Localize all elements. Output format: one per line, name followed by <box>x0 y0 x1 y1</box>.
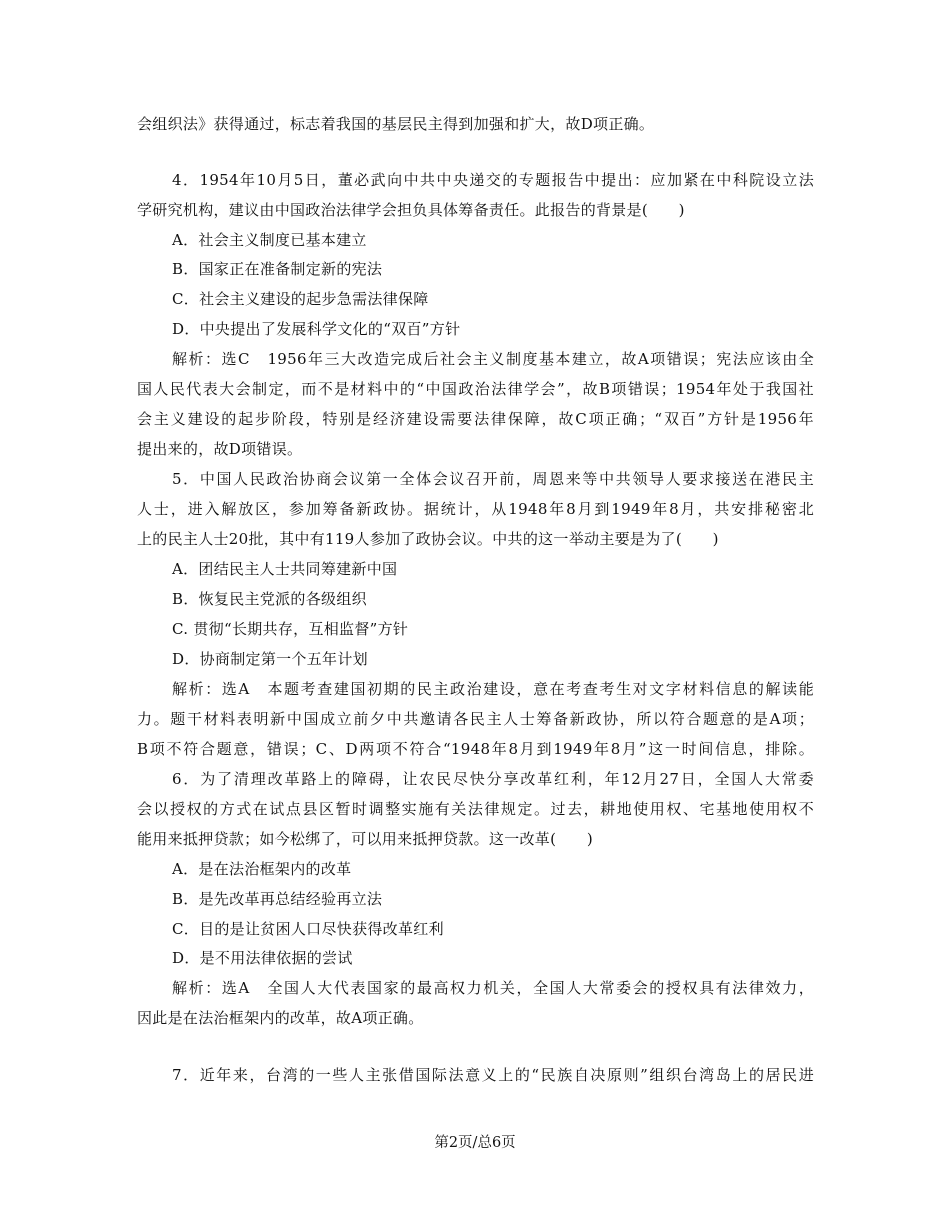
question-5-stem: 5．中国人民政治协商会议第一全体会议召开前，周恩来等中共领导人要求接送在港民主 <box>172 470 814 488</box>
question-6-stem: 6．为了清理改革路上的障碍，让农民尽快分享改革红利，年12月27日，全国人大常委 <box>172 770 814 788</box>
text-line: 会组织法》获得通过，标志着我国的基层民主得到加强和扩大，故D项正确。 <box>137 115 655 133</box>
question-5-stem: 上的民主人士20批，其中有119人参加了政协会议。中共的这一举动主要是为了( ) <box>137 530 719 548</box>
analysis-5: B项不符合题意，错误；C、D两项不符合“1948年8月到1949年8月”这一时间信息，排除。 <box>137 740 814 758</box>
option-d: D．中央提出了发展科学文化的“双百”方针 <box>172 320 461 338</box>
page-footer: 第2页/总6页 <box>434 1135 516 1151</box>
question-4-stem: 学研究机构，建议由中国政治法律学会担负具体筹备责任。此报告的背景是( ) <box>137 201 685 219</box>
analysis-4: 会主义建设的起步阶段，特别是经济建设需要法律保障，故C项正确；“双百”方针是1956年 <box>137 410 814 428</box>
option-a: A．团结民主人士共同筹建新中国 <box>172 560 398 578</box>
analysis-5: 解析：选A 本题考查建国初期的民主政治建设，意在考查考生对文字材料信息的解读能 <box>172 680 814 698</box>
analysis-5: 力。题干材料表明新中国成立前夕中共邀请各民主人士筹备新政协，所以符合题意的是A项； <box>137 710 814 728</box>
analysis-4: 解析：选C 1956年三大改造完成后社会主义制度基本建立，故A项错误；宪法应该由全 <box>172 350 814 368</box>
option-c: C．目的是让贫困人口尽快获得改革红利 <box>172 920 444 938</box>
analysis-6: 因此是在法治框架内的改革，故A项正确。 <box>137 1009 424 1027</box>
analysis-6: 解析：选A 全国人大代表国家的最高权力机关，全国人大常委会的授权具有法律效力， <box>172 979 814 997</box>
option-c: C. 贯彻“长期共存，互相监督”方针 <box>172 620 409 638</box>
question-6-stem: 会以授权的方式在试点县区暂时调整实施有关法律规定。过去，耕地使用权、宅基地使用权不 <box>137 800 814 818</box>
option-a: A．是在法治框架内的改革 <box>172 860 352 878</box>
option-b: B．恢复民主党派的各级组织 <box>172 590 367 608</box>
question-5-stem: 人士，进入解放区，参加筹备新政协。据统计，从1948年8月到1949年8月，共安排秘密北 <box>137 500 814 518</box>
option-c: C．社会主义建设的起步急需法律保障 <box>172 290 429 308</box>
option-a: A．社会主义制度已基本建立 <box>172 231 367 249</box>
option-b: B．国家正在准备制定新的宪法 <box>172 260 383 278</box>
analysis-4: 提出来的，故D项错误。 <box>137 440 303 458</box>
option-b: B．是先改革再总结经验再立法 <box>172 890 383 908</box>
question-6-stem: 能用来抵押贷款；如今松绑了，可以用来抵押贷款。这一改革( ) <box>137 830 594 848</box>
option-d: D．协商制定第一个五年计划 <box>172 650 368 668</box>
option-d: D．是不用法律依据的尝试 <box>172 949 353 967</box>
analysis-4: 国人民代表大会制定，而不是材料中的“中国政治法律学会”，故B项错误；1954年处于我国社 <box>137 380 814 398</box>
question-7-stem: 7．近年来，台湾的一些人主张借国际法意义上的“民族自决原则”组织台湾岛上的居民进 <box>172 1066 814 1084</box>
question-4-stem: 4．1954年10月5日，董必武向中共中央递交的专题报告中提出：应加紧在中科院设立法 <box>172 171 814 189</box>
